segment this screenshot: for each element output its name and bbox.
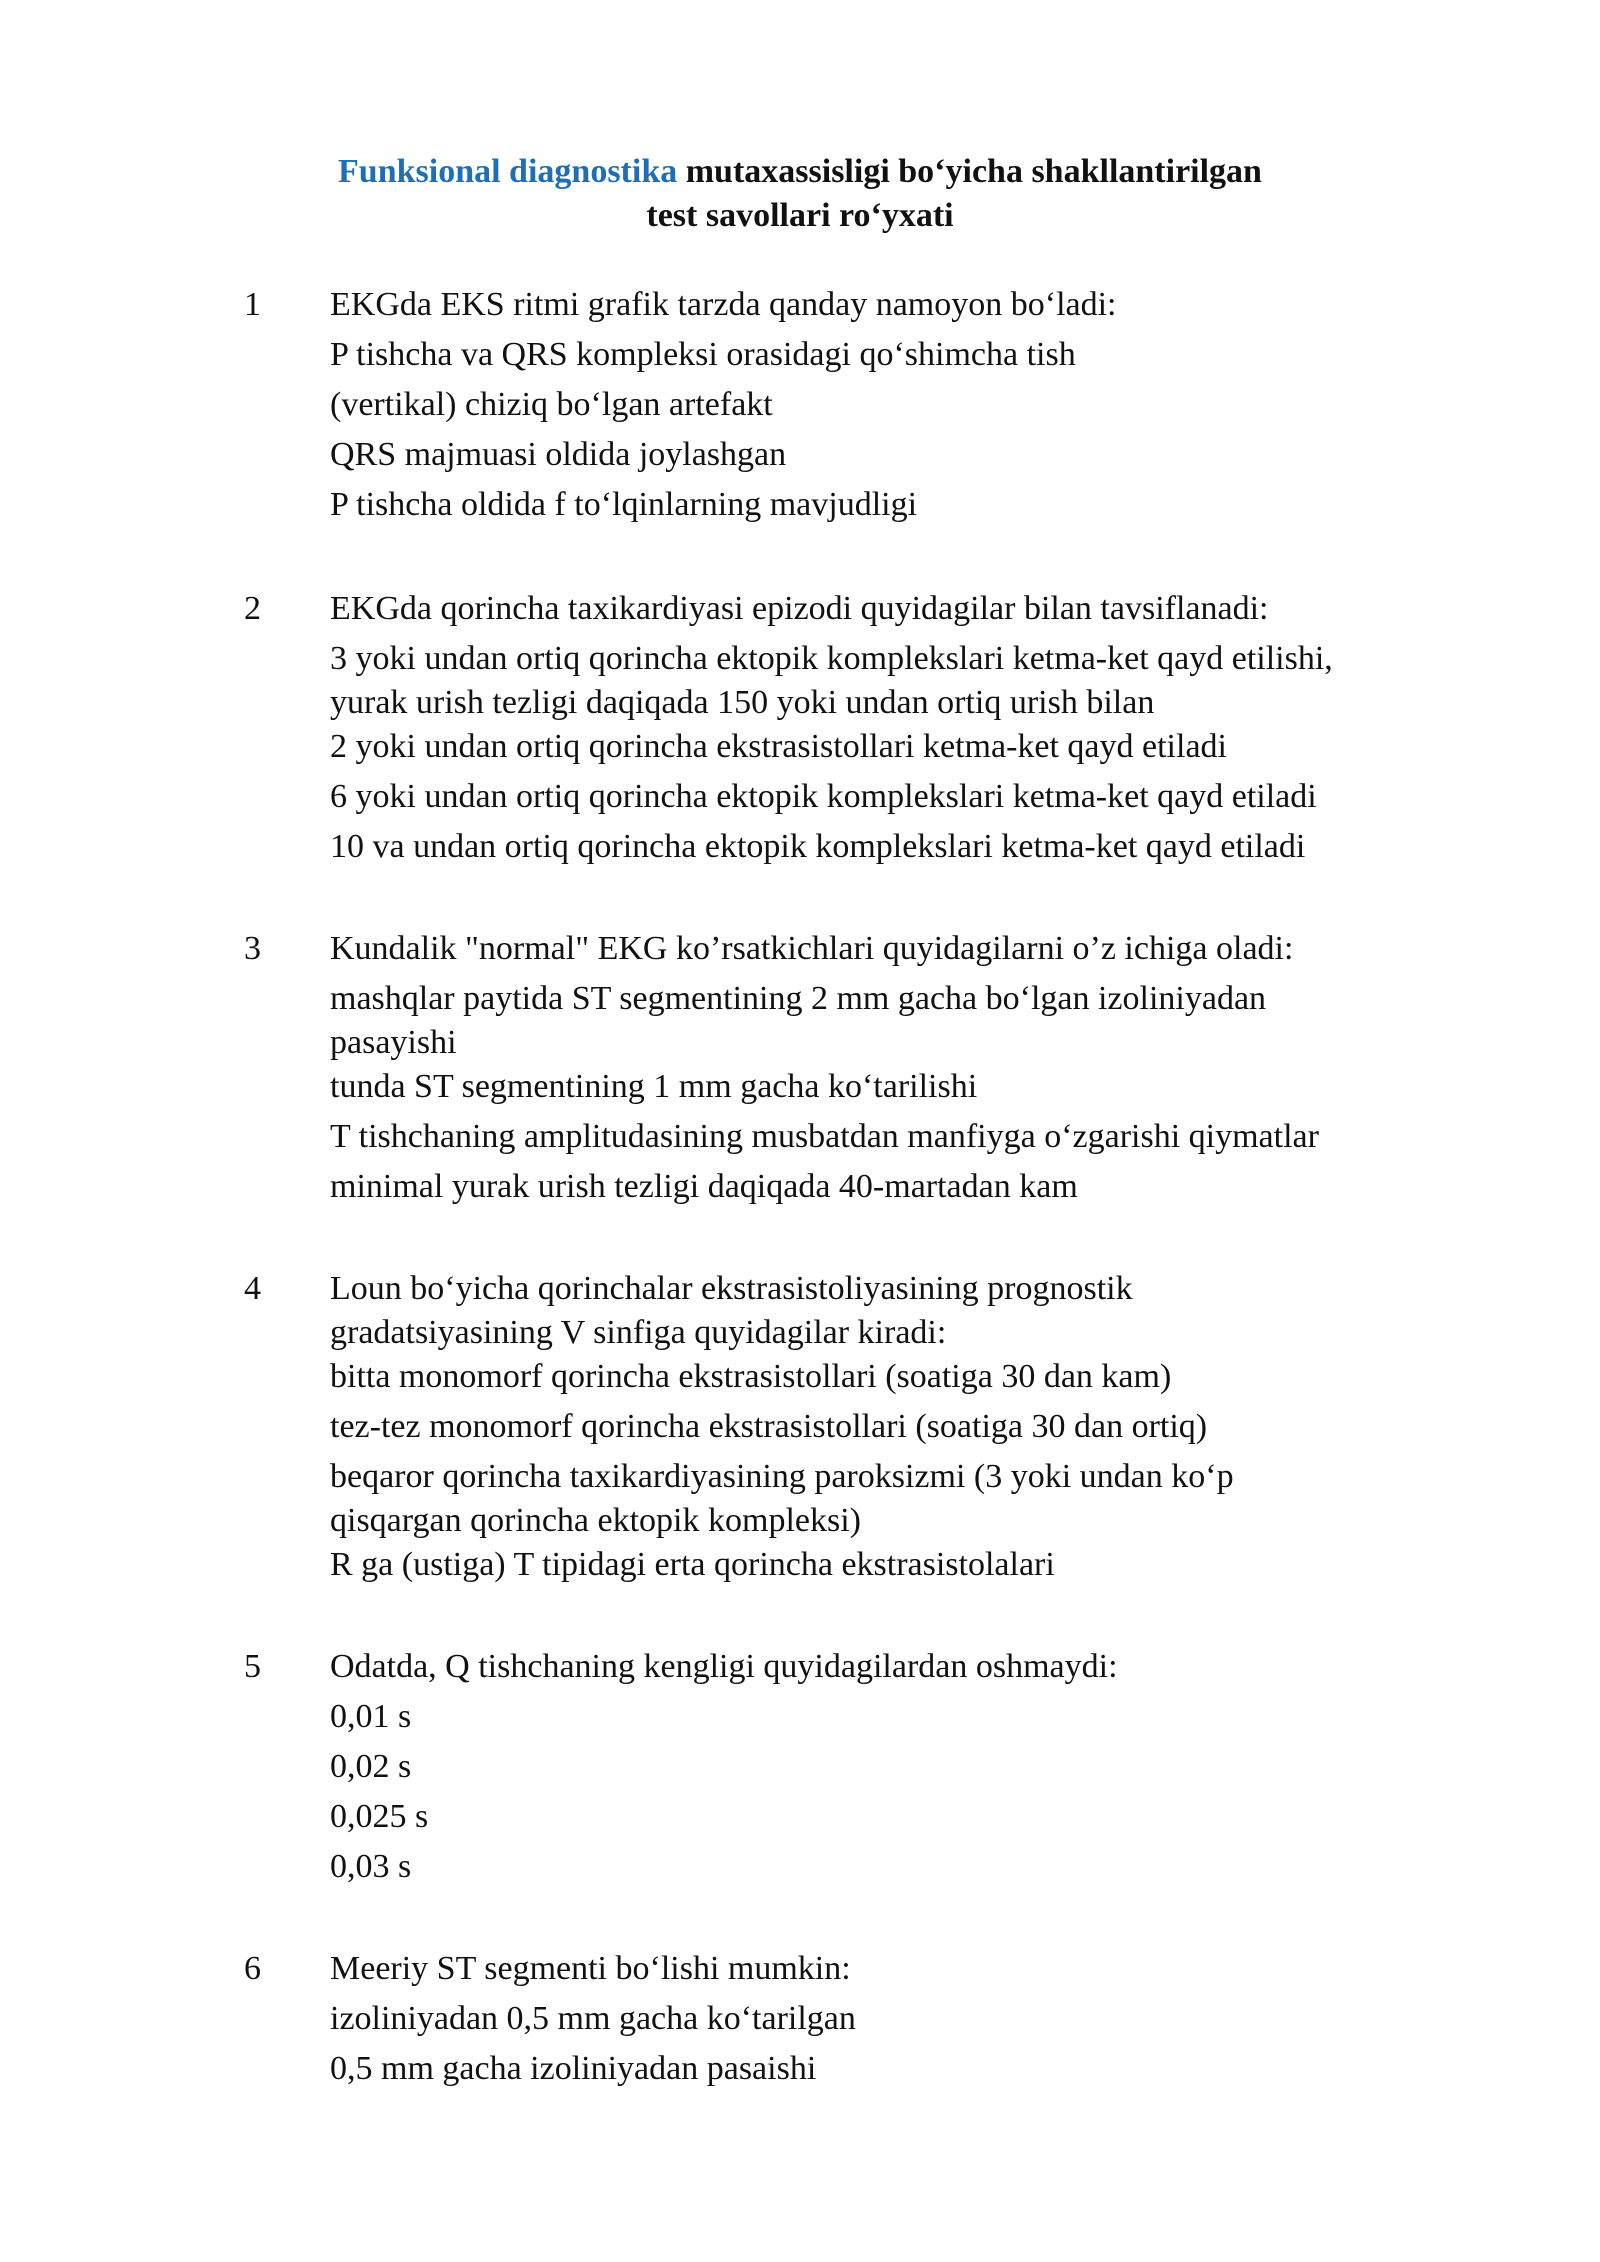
- question-number: 3: [244, 930, 261, 967]
- answer-line: gradatsiyasining V sinfiga quyidagilar kiradi:: [330, 1314, 947, 1351]
- document-title: [0, 150, 1600, 238]
- question-text: Loun bo‘yicha qorinchalar ekstrasistoliyasining prognostik: [330, 1270, 1133, 1307]
- question-number: 4: [244, 1270, 261, 1307]
- answer-line: 2 yoki undan ortiq qorincha ekstrasistollari ketma-ket qayd etiladi: [330, 728, 1227, 765]
- question-number: 1: [244, 286, 261, 323]
- answer-line: 0,03 s: [330, 1848, 412, 1885]
- answer-line: minimal yurak urish tezligi daqiqada 40-martadan kam: [330, 1168, 1078, 1205]
- answer-line: 3 yoki undan ortiq qorincha ektopik komplekslari ketma-ket qayd etilishi,: [330, 640, 1333, 677]
- question-text: Kundalik "normal" EKG ko’rsatkichlari quyidagilarni o’z ichiga oladi:: [330, 930, 1294, 967]
- question-text: Odatda, Q tishchaning kengligi quyidagilardan oshmaydi:: [330, 1648, 1118, 1685]
- answer-line: beqaror qorincha taxikardiyasining paroksizmi (3 yoki undan ko‘p: [330, 1458, 1234, 1495]
- answer-line: 6 yoki undan ortiq qorincha ektopik komplekslari ketma-ket qayd etiladi: [330, 778, 1317, 815]
- title-line-1: [0, 150, 1600, 194]
- title-rest: mutaxassisligi bo‘yicha shakllantirilgan: [677, 153, 1262, 190]
- answer-line: (vertikal) chiziq bo‘lgan artefakt: [330, 386, 773, 423]
- question-number: 6: [244, 1950, 261, 1987]
- question-text: Meeriy ST segmenti bo‘lishi mumkin:: [330, 1950, 851, 1987]
- answer-line: P tishcha va QRS kompleksi orasidagi qo‘shimcha tish: [330, 336, 1076, 373]
- answer-line: 0,01 s: [330, 1698, 412, 1735]
- answer-line: 0,5 mm gacha izoliniyadan pasaishi: [330, 2050, 817, 2087]
- answer-line: 0,025 s: [330, 1798, 429, 1835]
- answer-line: R ga (ustiga) T tipidagi erta qorincha ekstrasistolalari: [330, 1546, 1055, 1583]
- answer-line: 10 va undan ortiq qorincha ektopik komplekslari ketma-ket qayd etiladi: [330, 828, 1306, 865]
- answer-line: P tishcha oldida f to‘lqinlarning mavjudligi: [330, 486, 918, 523]
- answer-line: pasayishi: [330, 1024, 457, 1061]
- answer-line: yurak urish tezligi daqiqada 150 yoki undan ortiq urish bilan: [330, 684, 1155, 721]
- answer-line: bitta monomorf qorincha ekstrasistollari (soatiga 30 dan kam): [330, 1358, 1172, 1395]
- question-text: EKGda EKS ritmi grafik tarzda qanday namoyon bo‘ladi:: [330, 286, 1117, 323]
- answer-line: izoliniyadan 0,5 mm gacha ko‘tarilgan: [330, 2000, 856, 2037]
- answer-line: T tishchaning amplitudasining musbatdan manfiyga o‘zgarishi qiymatlar: [330, 1118, 1319, 1155]
- answer-line: QRS majmuasi oldida joylashgan: [330, 436, 787, 473]
- question-number: 5: [244, 1648, 261, 1685]
- answer-line: mashqlar paytida ST segmentining 2 mm gacha bo‘lgan izoliniyadan: [330, 980, 1267, 1017]
- title-accent: Funksional diagnostika: [338, 153, 678, 190]
- answer-line: tunda ST segmentining 1 mm gacha ko‘tarilishi: [330, 1068, 978, 1105]
- question-text: EKGda qorincha taxikardiyasi epizodi quyidagilar bilan tavsiflanadi:: [330, 590, 1269, 627]
- question-number: 2: [244, 590, 261, 627]
- answer-line: tez-tez monomorf qorincha ekstrasistollari (soatiga 30 dan ortiq): [330, 1408, 1208, 1445]
- title-line-2: test savollari ro‘yxati: [646, 197, 954, 234]
- answer-line: 0,02 s: [330, 1748, 412, 1785]
- answer-line: qisqargan qorincha ektopik kompleksi): [330, 1502, 861, 1539]
